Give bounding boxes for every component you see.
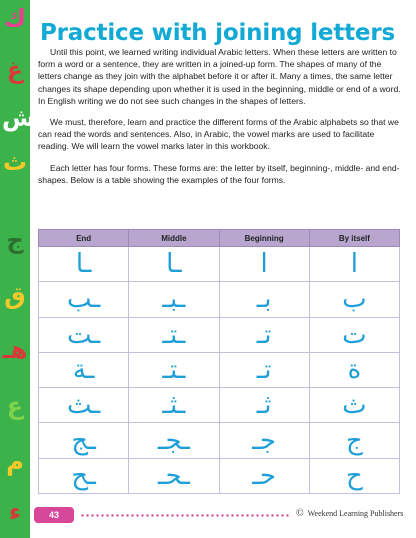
sidebar-letter: ء bbox=[8, 498, 22, 526]
letter-cell: حـ bbox=[219, 458, 309, 493]
letter-cell: جـ bbox=[219, 423, 309, 458]
table-row bbox=[39, 352, 400, 387]
letter-cell: ـت bbox=[39, 317, 129, 352]
sidebar-letter: ق bbox=[4, 282, 26, 310]
sidebar-letter: هـ bbox=[2, 336, 28, 364]
table-row bbox=[39, 423, 400, 458]
letter-cell: ـجـ bbox=[129, 423, 219, 458]
page-number-badge: 43 bbox=[34, 507, 74, 523]
forms-paragraph: Each letter has four forms. These forms are: the letter by itself, beginning-, middle- and end-shapes. Below is a table showing the examples of the four forms. bbox=[38, 163, 400, 186]
letter-cell: ح bbox=[309, 458, 399, 493]
letter-forms-table bbox=[38, 229, 400, 494]
letter-cell: ـب bbox=[39, 282, 129, 317]
decorative-letter-sidebar bbox=[0, 0, 36, 538]
letter-cell: ة bbox=[309, 352, 399, 387]
publisher-name: Weekend Learning Publishers bbox=[307, 509, 404, 518]
sidebar-letter: ك bbox=[4, 4, 26, 32]
letter-cell: ـج bbox=[39, 423, 129, 458]
letter-cell: ج bbox=[309, 423, 399, 458]
letter-cell: ث bbox=[309, 388, 399, 423]
letter-cell: ـبـ bbox=[129, 282, 219, 317]
letter-cell: تـ bbox=[219, 317, 309, 352]
letter-cell: ـتـ bbox=[129, 317, 219, 352]
copyright-icon: © bbox=[296, 508, 304, 519]
publisher-credit bbox=[296, 508, 403, 519]
letter-cell: ا bbox=[219, 247, 309, 282]
letter-cell: بـ bbox=[219, 282, 309, 317]
letter-cell: ـا bbox=[129, 247, 219, 282]
sidebar-letter: غ bbox=[6, 56, 24, 84]
letter-cell: ب bbox=[309, 282, 399, 317]
page-title: Practice with joining letters bbox=[40, 20, 395, 46]
sidebar-letter: م bbox=[6, 448, 24, 476]
column-header-middle: Middle bbox=[129, 230, 219, 247]
letter-cell: ـثـ bbox=[129, 388, 219, 423]
column-header-by-itself: By itself bbox=[309, 230, 399, 247]
table-row bbox=[39, 388, 400, 423]
column-header-beginning: Beginning bbox=[219, 230, 309, 247]
table-header-row bbox=[39, 230, 400, 247]
letter-cell: تـ bbox=[219, 352, 309, 387]
letter-cell: ا bbox=[309, 247, 399, 282]
table-row bbox=[39, 282, 400, 317]
table-row bbox=[39, 317, 400, 352]
letter-cell: ـة bbox=[39, 352, 129, 387]
table-row bbox=[39, 458, 400, 493]
practice-paragraph: We must, therefore, learn and practice the different forms of the Arabic alphabets so that we can read the words and sentences. Also, in Arabic, the vowel marks are used to facilitate reading. We will learn the vowel marks later in this workbook. bbox=[38, 117, 399, 152]
sidebar-letter: ع bbox=[6, 392, 24, 420]
letter-cell: ـتـ bbox=[129, 352, 219, 387]
sidebar-letter: ش bbox=[2, 104, 36, 132]
dotted-divider bbox=[80, 514, 290, 517]
letter-cell: ـح bbox=[39, 458, 129, 493]
column-header-end: End bbox=[39, 230, 129, 247]
intro-paragraph: Until this point, we learned writing individual Arabic letters. When these letters are written to form a word or a sentence, they are written in a joined-up form. The shapes of many of the letters change as they join with the alphabet before it or after it. Many a times, the same letter changes its shape depending upon whether it is used in the beginning, middle or end of a word. In English writing we do not see such changes in the shapes of letters. bbox=[38, 47, 401, 106]
letter-cell: ـا bbox=[39, 247, 129, 282]
letter-cell: ـث bbox=[39, 388, 129, 423]
letter-cell: ت bbox=[309, 317, 399, 352]
letter-cell: ثـ bbox=[219, 388, 309, 423]
sidebar-letter: ث bbox=[2, 148, 28, 176]
letter-cell: ـحـ bbox=[129, 458, 219, 493]
sidebar-letter: ج bbox=[6, 226, 24, 254]
table-row bbox=[39, 247, 400, 282]
